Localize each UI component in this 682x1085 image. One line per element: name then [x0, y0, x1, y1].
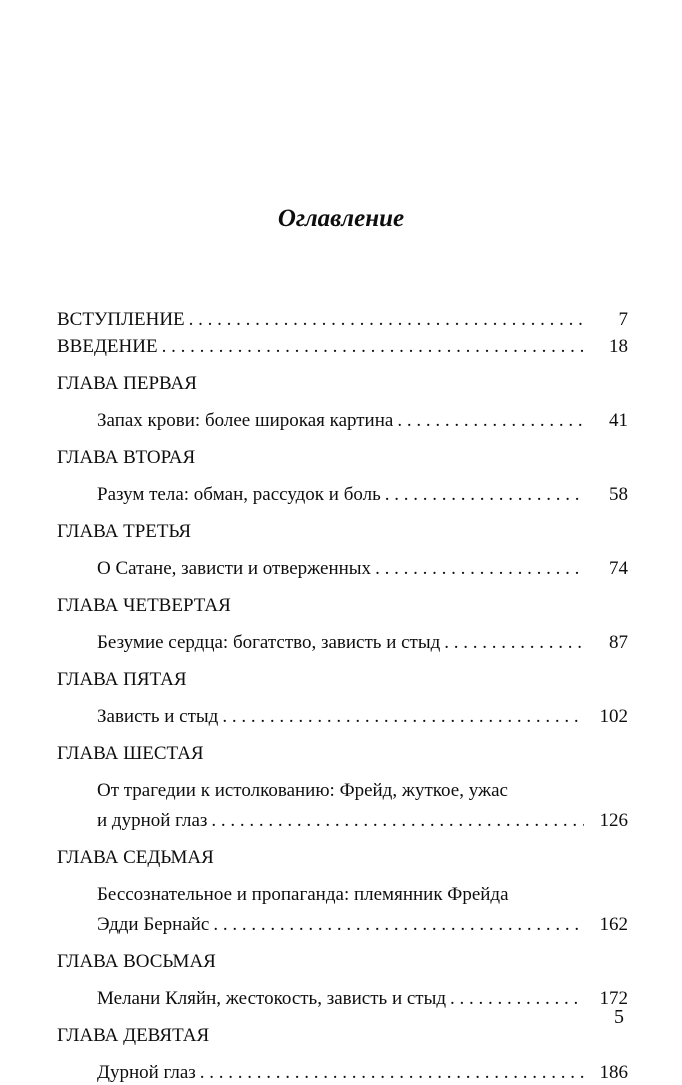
toc-entry-page: 18 [609, 336, 628, 357]
chapter-heading: ГЛАВА ПЯТАЯ [57, 669, 187, 690]
toc-entry-label: и дурной глаз [97, 810, 208, 831]
dot-leader [375, 556, 584, 581]
toc-entry-label: Бессознательное и пропаганда: племянник Фрейда [97, 884, 509, 905]
toc-entry-intro2 [57, 334, 628, 359]
page-title: Оглавление [277, 205, 405, 232]
table-of-contents [57, 307, 628, 1085]
toc-entry-page: 87 [609, 632, 628, 653]
dot-leader [222, 704, 584, 729]
toc-entry-label: От трагедии к истолкованию: Фрейд, жуткое, ужас [97, 780, 508, 801]
toc-entry-ch6-line1 [57, 778, 628, 803]
chapter-heading: ГЛАВА ТРЕТЬЯ [57, 521, 192, 542]
toc-entry-ch7 [57, 912, 628, 937]
chapter-heading: ГЛАВА ПЕРВАЯ [57, 373, 197, 394]
toc-entry-label: О Сатане, зависти и отверженных [97, 558, 372, 579]
toc-entry-ch9 [57, 1060, 628, 1085]
chapter-heading: ГЛАВА ВОСЬМАЯ [57, 951, 216, 972]
toc-entry-label: Зависть и стыд [97, 706, 219, 727]
toc-entry-label: Дурной глаз [97, 1062, 196, 1083]
toc-entry-ch5 [57, 704, 628, 729]
toc-entry-page: 172 [599, 988, 628, 1009]
toc-entry-label: Мелани Кляйн, жестокость, зависть и стыд [97, 988, 447, 1009]
chapter-heading: ГЛАВА ВТОРАЯ [57, 447, 196, 468]
dot-leader [189, 307, 584, 332]
toc-entry-page: 74 [609, 558, 628, 579]
toc-entry-ch4 [57, 630, 628, 655]
toc-entry-page: 186 [599, 1062, 628, 1083]
toc-entry-label: ВВЕДЕНИЕ [57, 336, 158, 357]
toc-entry-page: 102 [599, 706, 628, 727]
dot-leader [200, 1060, 584, 1085]
dot-leader [213, 912, 584, 937]
toc-entry-intro1 [57, 307, 628, 332]
toc-entry-ch2 [57, 482, 628, 507]
chapter-heading: ГЛАВА СЕДЬМАЯ [57, 847, 214, 868]
chapter-heading: ГЛАВА ШЕСТАЯ [57, 743, 204, 764]
toc-entry-page: 126 [599, 810, 628, 831]
dot-leader [385, 482, 584, 507]
dot-leader [211, 808, 584, 833]
toc-entry-page: 7 [618, 309, 628, 330]
toc-entry-page: 41 [609, 410, 628, 431]
dot-leader [444, 630, 584, 655]
toc-entry-label: Эдди Бернайс [97, 914, 210, 935]
dot-leader [162, 334, 584, 359]
toc-entry-label: Безумие сердца: богатство, зависть и стыд [97, 632, 441, 653]
toc-entry-page: 162 [599, 914, 628, 935]
toc-entry-page: 58 [609, 484, 628, 505]
dot-leader [397, 408, 584, 433]
toc-entry-ch3 [57, 556, 628, 581]
toc-entry-ch7-line1 [57, 882, 628, 907]
chapter-heading: ГЛАВА ЧЕТВЕРТАЯ [57, 595, 231, 616]
toc-entry-ch8 [57, 986, 628, 1011]
toc-entry-label: Разум тела: обман, рассудок и боль [97, 484, 381, 505]
toc-entry-label: Запах крови: более широкая картина [97, 410, 394, 431]
chapter-heading: ГЛАВА ДЕВЯТАЯ [57, 1025, 210, 1046]
page-number: 5 [614, 1006, 624, 1028]
dot-leader [450, 986, 584, 1011]
toc-entry-ch1 [57, 408, 628, 433]
toc-entry-label: ВСТУПЛЕНИЕ [57, 309, 185, 330]
toc-entry-ch6 [57, 808, 628, 833]
